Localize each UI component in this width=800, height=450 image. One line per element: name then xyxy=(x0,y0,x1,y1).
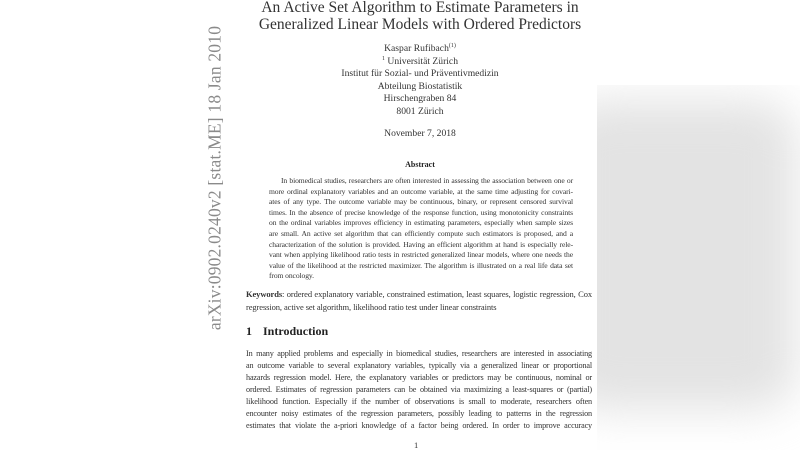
abstract-line: from oncology. xyxy=(269,271,314,281)
affiliation-university xyxy=(246,56,594,67)
keywords-text: : ordered explanatory variable, constrained estimation, least squares, logistic regression, Cox xyxy=(282,289,592,299)
section-heading xyxy=(246,324,328,339)
abstract-line: vant when applying likelihood ratio tests in restricted generalized linear models, where one needs the xyxy=(269,250,573,260)
arxiv-stamp: arXiv:0902.0240v2 [stat.ME] 18 Jan 2010 xyxy=(204,25,225,331)
abstract-line: ates of any type. The outcome variable may be continuous, binary, or represent censored survival xyxy=(269,197,573,207)
author-name: Kaspar Rufibach xyxy=(384,43,449,55)
affiliation-street: Hirschengraben 84 xyxy=(383,93,457,104)
intro-line: an outcome variable to several explanatory variables, typically via a generalized linear or proportional xyxy=(246,361,592,370)
affiliation-city: 8001 Zürich xyxy=(396,106,444,117)
section-title: Introduction xyxy=(263,324,329,338)
shadow-blob xyxy=(597,100,797,410)
abstract-line: value of the likelihood at the restricted maximizer. The algorithm is illustrated on a real life data set xyxy=(269,260,573,270)
abstract-line: characterization of the solution is provided. Having an efficient algorithm at hand is especially rele- xyxy=(269,239,573,249)
intro-line: ordered. Estimates of regression parameters can be obtained via maximizing a least-squares or (partial) xyxy=(246,385,592,394)
paper-date: November 7, 2018 xyxy=(384,128,456,139)
abstract-line: are small. An active set algorithm that can efficiently compute such estimators is proposed, and a xyxy=(269,229,573,238)
intro-line: In many applied problems and especially in biomedical studies, researchers are interested in associating xyxy=(246,349,592,358)
keywords-line-1 xyxy=(246,288,592,301)
intro-line: encounter noisy estimates of the regression parameters, possibly leading to patterns in the regression xyxy=(246,409,592,418)
section-number: 1 xyxy=(246,324,252,338)
page-number: 1 xyxy=(414,440,419,450)
intro-line: hazards regression model. Here, the explanatory variables or predictors may be continuous, nominal or xyxy=(246,373,592,382)
affiliation-university-name: Universität Zürich xyxy=(387,56,458,68)
abstract-line: In biomedical studies, researchers are often interested in assessing the association between one or xyxy=(281,176,573,185)
affiliation-mark: 1 xyxy=(381,56,385,62)
author xyxy=(246,43,594,54)
intro-line: likelihood function. Especially if the number of observations is small to moderate, researchers often xyxy=(246,397,592,406)
author-mark: (1) xyxy=(448,43,456,49)
paper-title-line-2: Generalized Linear Models with Ordered Predictors xyxy=(258,16,582,33)
abstract-line: times. In the absence of precise knowledge of the response function, using monotonicity constraints xyxy=(269,207,573,217)
affiliation-institute: Institut für Sozial- und Präventivmedizin xyxy=(341,68,499,79)
abstract-line: on the ordinal variables improves efficiency in estimating parameters, especially when sample sizes xyxy=(269,218,573,228)
abstract-heading: Abstract xyxy=(405,160,435,169)
keywords-label: Keywords xyxy=(246,289,283,299)
abstract-line: more ordinal explanatory variables and an outcome variable, at the same time adjusting for covari- xyxy=(269,186,573,196)
viewer-shadow-area xyxy=(597,85,800,450)
affiliation-department: Abteilung Biostatistik xyxy=(377,81,463,92)
keywords-line-2: regression, active set algorithm, likelihood ratio test under linear constraints xyxy=(246,302,497,312)
paper-title-line-1: An Active Set Algorithm to Estimate Parameters in xyxy=(261,0,579,16)
intro-line: estimates that violate the a-priori knowledge of a factor being ordered. In order to improve accuracy xyxy=(246,421,592,430)
